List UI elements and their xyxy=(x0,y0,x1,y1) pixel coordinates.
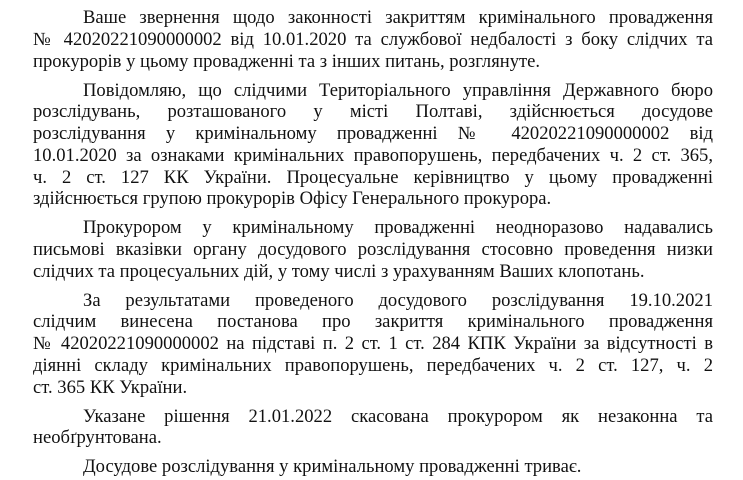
paragraph-line: № 42020221090000002 від 10.01.2020 та службової недбалості з боку слідчих та xyxy=(33,28,713,50)
paragraph-line: 10.01.2020 за ознаками кримінальних правопорушень, передбачених ч. 2 ст. 365, xyxy=(33,144,713,166)
paragraph-line: № 42020221090000002 на підставі п. 2 ст. 1 ст. 284 КПК України за відсутності в xyxy=(33,333,713,355)
paragraph-line: Указане рішення 21.01.2022 скасована прокурором як незаконна та xyxy=(83,405,713,427)
paragraph-line: Досудове розслідування у кримінальному провадженні триває. xyxy=(83,456,582,478)
paragraph-line: діянні складу кримінальних правопорушень, передбачених ч. 2 ст. 127, ч. 2 xyxy=(33,354,713,376)
paragraph-line: письмові вказівки органу досудового розслідування стосовно проведення низки xyxy=(33,239,713,260)
paragraph-line: слідчих та процесуальних дій, у тому числі з урахуванням Ваших клопотань. xyxy=(33,260,645,282)
paragraph-line: необґрунтована. xyxy=(33,427,162,449)
paragraph-line: ст. 365 КК України. xyxy=(33,376,188,398)
paragraph-line: здійснюється групою прокурорів Офісу Генерального прокурора. xyxy=(33,188,552,210)
paragraph-line: Повідомляю, що слідчими Територіального управління Державного бюро xyxy=(83,79,713,101)
paragraph-line: розслідування у кримінальному провадженні № 42020221090000002 від xyxy=(33,123,713,145)
paragraph-line: ч. 2 ст. 127 КК України. Процесуальне керівництво у цьому провадженні xyxy=(33,166,713,188)
paragraph-line: Прокурором у кримінальному провадженні неодноразово надавались xyxy=(83,217,713,239)
paragraph-line: слідчим винесена постанова про закриття кримінального провадження xyxy=(33,311,713,333)
paragraph-line: За результатами проведеного досудового розслідування 19.10.2021 xyxy=(83,289,713,311)
paragraph-line: Ваше звернення щодо законності закриттям кримінального провадження xyxy=(83,7,713,29)
paragraph-line: розслідувань, розташованого у місті Полтаві, здійснюється досудове xyxy=(33,101,713,123)
paragraph-line: прокурорів у цьому провадженні та з інших питань, розглянуте. xyxy=(33,50,541,72)
